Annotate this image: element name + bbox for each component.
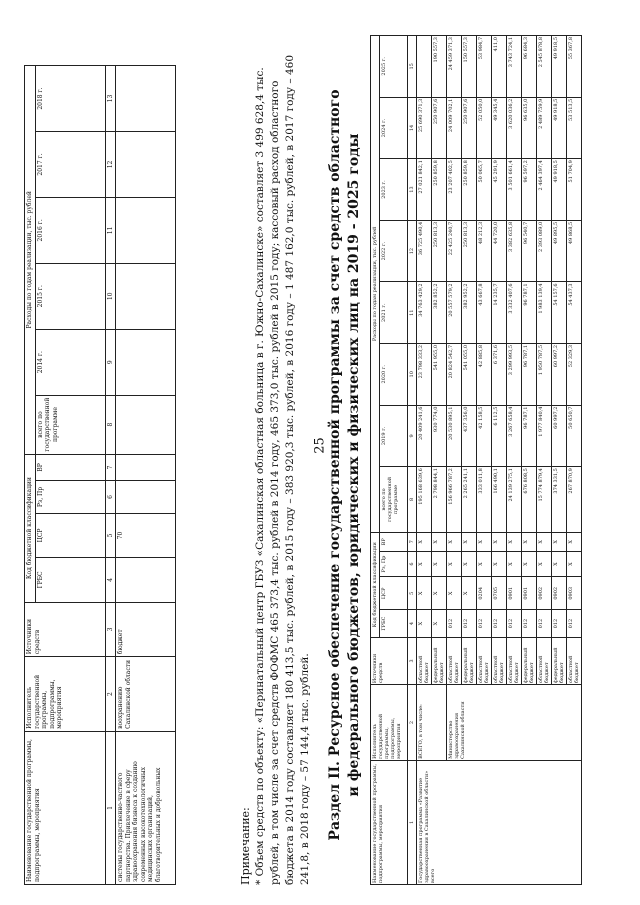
col-header-expenses: Расходы по годам реализации, тыс. рублей <box>371 36 380 533</box>
row-value: 34 763 429,2 <box>417 282 432 344</box>
col-header-year: 2022 г. <box>380 220 408 282</box>
row-csr: 0902 <box>537 577 552 610</box>
row-value: 3 743 724,1 <box>507 36 522 98</box>
row-value: 2 464 397,4 <box>537 159 552 221</box>
row-value: 2 265 241,1 <box>462 467 477 533</box>
row-grbs <box>116 558 176 602</box>
column-number: 1 <box>105 731 116 884</box>
col-header-rzpr: Рз, Пр <box>35 481 105 514</box>
row-value: 52 329,3 <box>567 343 582 405</box>
row-csr: 0705 <box>492 577 507 610</box>
row-vr: X <box>417 532 432 551</box>
row-csr: X <box>417 577 432 610</box>
row-value: 267 870,9 <box>567 467 582 533</box>
row-value: 6 371,6 <box>492 343 507 405</box>
row-value: 24 139 275,1 <box>507 467 522 533</box>
column-number: 3 <box>408 637 417 684</box>
row-rzpr: X <box>477 551 492 576</box>
row-grbs: 012 <box>462 610 477 637</box>
col-header-year: 2016 г. <box>35 197 105 263</box>
row-value: 1 977 840,4 <box>537 405 552 467</box>
row-vr: X <box>432 532 447 551</box>
col-header-vr: ВР <box>35 454 105 481</box>
col-header-name: Наименование государственной программы, подпрограммы, мероприятия <box>371 760 408 884</box>
row-value: 52 050,0 <box>477 97 492 159</box>
row-value: 50 650,7 <box>567 405 582 467</box>
column-number: 12 <box>105 132 116 198</box>
row-value: 50 065,7 <box>477 159 492 221</box>
row-value: 49 868,5 <box>567 220 582 282</box>
col-header-year: 2025 г. <box>380 36 408 98</box>
column-number-row <box>408 36 417 885</box>
row-value: 676 808,5 <box>522 467 537 533</box>
row-value: 2 798 844,1 <box>432 467 447 533</box>
row-value: 250 907,6 <box>432 97 447 159</box>
col-header-vr: ВР <box>380 532 408 551</box>
column-number: 3 <box>105 602 116 657</box>
table-expenses-2014-2018 <box>24 65 176 885</box>
row-grbs: 012 <box>507 610 522 637</box>
row-value: 20 409 241,6 <box>417 405 432 467</box>
row-value: 3 332 407,6 <box>507 282 522 344</box>
row-value: 190 557,3 <box>432 36 447 98</box>
row-vr: X <box>537 532 552 551</box>
column-number: 4 <box>408 610 417 637</box>
row-source: областной бюджет <box>507 637 522 684</box>
row-csr: 0901 <box>507 577 522 610</box>
row-value: 48 212,3 <box>477 220 492 282</box>
row-vr: X <box>507 532 522 551</box>
row-value: 24 459 371,3 <box>447 36 462 98</box>
col-header-total: всего по государственной программе <box>380 467 408 533</box>
row-value: 49 918,5 <box>552 97 567 159</box>
row-value: 96 635,0 <box>522 97 537 159</box>
program-name-cell: Государственная программа «Развитие здравоохранения в Сахалинской области» всего <box>417 760 582 884</box>
row-source: областной бюджет <box>492 637 507 684</box>
row-csr: 0204 <box>477 577 492 610</box>
rotated-page-content <box>20 5 620 895</box>
row-value <box>417 36 432 98</box>
row-value: 541 055,0 <box>462 343 477 405</box>
col-header-executor: Исполнитель государственной программы, подпрограммы, мероприятия <box>25 657 106 732</box>
row-value: 43 667,8 <box>477 282 492 344</box>
row-value: 60 997,2 <box>552 343 567 405</box>
row-value: 55 367,8 <box>567 36 582 98</box>
row-source: областной бюджет <box>417 637 432 684</box>
row-csr: 0903 <box>567 577 582 610</box>
row-value: 3 299 993,5 <box>507 343 522 405</box>
row-rzpr: X <box>462 551 477 576</box>
col-header-rzpr: Рз, Пр <box>380 551 408 576</box>
table-expenses-2019-2025 <box>370 35 582 885</box>
row-value: 166 490,1 <box>492 467 507 533</box>
section-heading-line: Раздел II. Ресурсное обеспечение государственной программы за счет средств областного <box>327 89 343 841</box>
row-csr: 0901 <box>522 577 537 610</box>
row-value: 25 690 371,3 <box>417 97 432 159</box>
row-value: 96 787,1 <box>522 405 537 467</box>
row-vr: X <box>447 532 462 551</box>
table-row <box>447 36 462 885</box>
col-header-expenses: Расходы по годам реализации, тыс. рублей <box>25 66 36 455</box>
row-value: 54 157,6 <box>552 282 567 344</box>
col-header-year: 2014 г. <box>35 329 105 395</box>
column-number-row <box>105 66 116 885</box>
column-number: 9 <box>105 329 116 395</box>
row-value: 6 112,5 <box>492 405 507 467</box>
column-number: 5 <box>105 513 116 557</box>
row-value: 96 684,3 <box>522 36 537 98</box>
row-vr: X <box>552 532 567 551</box>
row-value: 96 787,1 <box>522 343 537 405</box>
col-header-year: 2024 г. <box>380 97 408 159</box>
row-value: 250 859,8 <box>462 159 477 221</box>
row-value: 3 267 658,4 <box>507 405 522 467</box>
row-year-value <box>116 132 176 198</box>
row-grbs: X <box>432 610 447 637</box>
row-value: 42 885,8 <box>477 343 492 405</box>
row-name: системы государственно-частного партнерства. Привлечение в сферу здравоохранения бизнеса к созданию современных высокотехнологичных медицинских организаций, благотворительных и добровольных <box>116 731 176 884</box>
row-csr: X <box>447 577 462 610</box>
row-grbs: 012 <box>477 610 492 637</box>
row-value: 53 984,7 <box>477 36 492 98</box>
column-number: 11 <box>408 282 417 344</box>
col-header-grbs: ГРБС <box>35 558 105 602</box>
row-rzpr: X <box>432 551 447 576</box>
col-header-executor: Исполнитель государственной программы, подпрограммы, мероприятия <box>371 685 408 761</box>
row-executor: воохранению Сахалинской области <box>116 657 176 732</box>
row-year-value <box>116 263 176 329</box>
column-number: 10 <box>408 343 417 405</box>
column-number: 10 <box>105 263 116 329</box>
row-rzpr <box>116 481 176 514</box>
row-vr: X <box>522 532 537 551</box>
table-row <box>116 66 176 885</box>
row-grbs: 012 <box>552 610 567 637</box>
column-number: 6 <box>408 551 417 576</box>
row-value: 49 895,5 <box>552 220 567 282</box>
row-value: 156 966 787,2 <box>447 467 462 533</box>
row-source: бюджет <box>116 602 176 657</box>
row-source: областной бюджет <box>447 637 462 684</box>
row-value: 24 009 702,1 <box>447 97 462 159</box>
row-value: 27 021 842,1 <box>417 159 432 221</box>
row-value: 53 513,5 <box>567 97 582 159</box>
column-number: 7 <box>408 532 417 551</box>
column-number: 9 <box>408 405 417 467</box>
section-heading <box>326 45 364 885</box>
column-number: 15 <box>408 36 417 98</box>
col-header-year: 2015 г. <box>35 263 105 329</box>
row-grbs: 012 <box>522 610 537 637</box>
section-heading-line: и федерального бюджетов, юридических и физических лиц на 2019 - 2025 годы <box>346 133 362 797</box>
row-source: областной бюджет <box>567 637 582 684</box>
column-number: 11 <box>105 197 116 263</box>
column-number: 6 <box>105 481 116 514</box>
row-value: 20 824 542,7 <box>447 343 462 405</box>
row-csr: 0902 <box>552 577 567 610</box>
row-source: областной бюджет <box>477 637 492 684</box>
row-vr: X <box>492 532 507 551</box>
row-value: 20 557 579,2 <box>447 282 462 344</box>
row-vr: X <box>477 532 492 551</box>
col-header-grbs: ГРБС <box>380 610 408 637</box>
row-value: 42 158,5 <box>477 405 492 467</box>
row-value: 51 704,9 <box>567 159 582 221</box>
row-vr: X <box>567 532 582 551</box>
row-rzpr: X <box>567 551 582 576</box>
row-value: 250 813,3 <box>462 220 477 282</box>
row-value: 1 950 787,5 <box>537 343 552 405</box>
row-value: 36 725 490,4 <box>417 220 432 282</box>
row-value: 195 168 639,6 <box>417 467 432 533</box>
row-value: 930 774,0 <box>432 405 447 467</box>
col-header-year: 2020 г. <box>380 343 408 405</box>
col-header-year: 2017 г. <box>35 132 105 198</box>
row-value: 20 530 895,1 <box>447 405 462 467</box>
row-value: 2 545 878,8 <box>537 36 552 98</box>
column-number: 8 <box>105 395 116 454</box>
col-header-year: 2021 г. <box>380 282 408 344</box>
row-value: 250 813,3 <box>432 220 447 282</box>
row-value: 3 501 661,4 <box>507 159 522 221</box>
executor-all-cell: ВСЕГО, в том числе: <box>417 685 447 761</box>
row-value: 382 952,2 <box>462 282 477 344</box>
row-csr: X <box>432 577 447 610</box>
row-value: 15 774 879,4 <box>537 467 552 533</box>
row-vr <box>116 454 176 481</box>
row-value: 49 918,5 <box>552 36 567 98</box>
row-value: 96 540,7 <box>522 220 537 282</box>
row-value: 250 859,8 <box>432 159 447 221</box>
row-year-value <box>116 66 176 132</box>
note-label: Примечание: <box>239 807 252 885</box>
row-value: 22 425 240,7 <box>447 220 462 282</box>
row-value: 96 787,1 <box>522 282 537 344</box>
row-value: 250 907,6 <box>462 97 477 159</box>
row-csr: 70 <box>116 513 176 557</box>
column-number: 14 <box>408 97 417 159</box>
row-value: 54 437,3 <box>567 282 582 344</box>
executor-ministry-cell: Министерство здравоохранения Сахалинской области <box>447 685 582 761</box>
col-header-budget-code: Код бюджетной классификации <box>371 532 380 637</box>
column-number: 13 <box>105 66 116 132</box>
column-number: 4 <box>105 558 116 602</box>
row-source: федеральный бюджет <box>522 637 537 684</box>
row-value: 411,0 <box>492 36 507 98</box>
row-value: 3 620 036,2 <box>507 97 522 159</box>
row-grbs: 012 <box>567 610 582 637</box>
row-grbs: 012 <box>537 610 552 637</box>
column-number: 12 <box>408 220 417 282</box>
row-value: 49 918,5 <box>552 159 567 221</box>
row-value: 45 291,9 <box>492 159 507 221</box>
row-value: 44 720,0 <box>492 220 507 282</box>
col-header-csr: ЦСР <box>35 513 105 557</box>
row-value: 14 235,7 <box>492 282 507 344</box>
row-source: федеральный бюджет <box>462 637 477 684</box>
col-header-source: Источники средств <box>25 602 106 657</box>
row-value: 437 356,0 <box>462 405 477 467</box>
row-value: 23 207 402,5 <box>447 159 462 221</box>
row-vr: X <box>462 532 477 551</box>
table-row <box>417 36 432 885</box>
col-header-year: 2018 г. <box>35 66 105 132</box>
row-year-value <box>116 329 176 395</box>
row-year-value <box>116 197 176 263</box>
row-value: 96 597,2 <box>522 159 537 221</box>
row-value: 1 983 139,4 <box>537 282 552 344</box>
row-value: 382 852,2 <box>432 282 447 344</box>
row-value: 541 955,0 <box>432 343 447 405</box>
column-number: 5 <box>408 577 417 610</box>
row-source: федеральный бюджет <box>552 637 567 684</box>
col-header-csr: ЦСР <box>380 577 408 610</box>
row-rzpr: X <box>552 551 567 576</box>
row-grbs: X <box>417 610 432 637</box>
row-grbs: 012 <box>447 610 462 637</box>
col-header-budget-code: Код бюджетной классификации <box>25 454 36 602</box>
column-number: 1 <box>408 760 417 884</box>
row-rzpr: X <box>447 551 462 576</box>
row-rzpr: X <box>522 551 537 576</box>
page-number: 25 <box>312 437 328 454</box>
column-number: 2 <box>408 685 417 761</box>
column-number: 7 <box>105 454 116 481</box>
column-number: 2 <box>105 657 116 732</box>
note-block <box>238 45 313 885</box>
col-header-source: Источники средств <box>371 637 408 684</box>
row-rzpr: X <box>537 551 552 576</box>
row-csr: X <box>462 577 477 610</box>
row-total <box>116 395 176 454</box>
row-source: федеральный бюджет <box>432 637 447 684</box>
column-number: 13 <box>408 159 417 221</box>
row-value: 3 382 635,8 <box>507 220 522 282</box>
row-value: 2 489 759,9 <box>537 97 552 159</box>
col-header-name: Наименование государственной программы, подпрограммы, мероприятия <box>25 731 106 884</box>
column-number: 8 <box>408 467 417 533</box>
row-value: 150 557,3 <box>462 36 477 98</box>
row-source: областной бюджет <box>537 637 552 684</box>
row-value: 2 393 089,0 <box>537 220 552 282</box>
col-header-year: 2023 г. <box>380 159 408 221</box>
note-text: * Объем средств по объекту: «Перинатальный центр ГБУЗ «Сахалинская областная больница в г. Южно-Сахалинске» составляет 3 499 628,4 тыс. рублей, в том числе за счет средств ФОФМС 465 373,4 тыс. рублей в 2014 году, 465 373,0 тыс. рублей в 2015 году; кассовый расход областного бюджета в 2014 году составляет 180 413,5 тыс. рублей, в 2015 году – 383 920,3 тыс. рублей, в 2016 году – 1 487 162,0 тыс. рублей, в 2017 году – 460 241,8, в 2018 году – 57 144,4 тыс. рублей. <box>254 54 311 885</box>
row-rzpr: X <box>492 551 507 576</box>
row-grbs: 012 <box>492 610 507 637</box>
row-value: 374 331,5 <box>552 467 567 533</box>
row-value: 49 345,4 <box>492 97 507 159</box>
row-value: 60 997,2 <box>552 405 567 467</box>
row-value: 333 011,8 <box>477 467 492 533</box>
col-header-total: всего по государственной программе <box>35 395 105 454</box>
row-value: 23 798 333,2 <box>417 343 432 405</box>
row-rzpr: X <box>507 551 522 576</box>
row-rzpr: X <box>417 551 432 576</box>
col-header-year: 2019 г. <box>380 405 408 467</box>
